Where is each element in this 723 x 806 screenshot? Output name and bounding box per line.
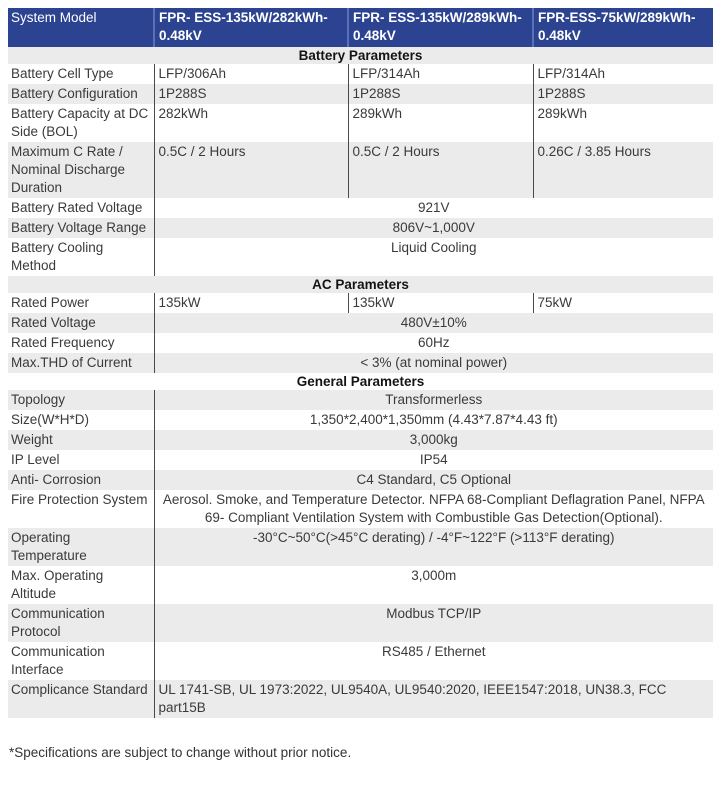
row-value: RS485 / Ethernet <box>154 642 713 680</box>
table-row-comm-protocol <box>8 604 713 642</box>
row-value: Transformerless <box>154 390 713 410</box>
row-value: UL 1741-SB, UL 1973:2022, UL9540A, UL9540:2020, IEEE1547:2018, UN38.3, FCC part15B <box>154 680 713 718</box>
table-row-compliance <box>8 680 713 718</box>
row-value: 1P288S <box>533 84 713 104</box>
row-value: 1P288S <box>348 84 533 104</box>
row-value: LFP/314Ah <box>533 64 713 84</box>
header-system-model: System Model <box>8 8 154 47</box>
table-row-rated-frequency <box>8 333 713 353</box>
row-value: 0.26C / 3.85 Hours <box>533 142 713 198</box>
section-row-battery <box>8 47 713 64</box>
row-label: Battery Configuration <box>8 84 154 104</box>
footnote: *Specifications are subject to change without prior notice. <box>9 745 352 760</box>
table-row-topology <box>8 390 713 410</box>
row-value: LFP/306Ah <box>154 64 348 84</box>
section-title-general: General Parameters <box>8 373 713 390</box>
row-label: Rated Voltage <box>8 313 154 333</box>
table-row-operating-temp <box>8 528 713 566</box>
table-row-anti-corrosion <box>8 470 713 490</box>
row-value: 480V±10% <box>154 313 713 333</box>
row-label: Fire Protection System <box>8 490 154 528</box>
row-label: Size(W*H*D) <box>8 410 154 430</box>
row-value: 1P288S <box>154 84 348 104</box>
row-value: Liquid Cooling <box>154 238 713 276</box>
header-model-3: FPR-ESS-75kW/289kWh-0.48kV <box>533 8 713 47</box>
row-value: Aerosol. Smoke, and Temperature Detector. NFPA 68-Compliant Deflagration Panel, NFPA 69- Compliant Ventilation System with Combustible Gas Detection(Optional). <box>154 490 713 528</box>
row-value: 282kWh <box>154 104 348 142</box>
row-value: 1,350*2,400*1,350mm (4.43*7.87*4.43 ft) <box>154 410 713 430</box>
table-row-size <box>8 410 713 430</box>
section-row-ac <box>8 276 713 293</box>
row-label: Battery Capacity at DC Side (BOL) <box>8 104 154 142</box>
table-row-ip-level <box>8 450 713 470</box>
row-value: 75kW <box>533 293 713 313</box>
row-value: 289kWh <box>348 104 533 142</box>
row-label: Topology <box>8 390 154 410</box>
table-row-weight <box>8 430 713 450</box>
table-row-cooling <box>8 238 713 276</box>
row-value: 135kW <box>348 293 533 313</box>
row-label: Max.THD of Current <box>8 353 154 373</box>
row-value: 3,000kg <box>154 430 713 450</box>
table-row-fire-protection <box>8 490 713 528</box>
table-row-capacity <box>8 104 713 142</box>
table-row-cell-type <box>8 64 713 84</box>
row-label: Max. Operating Altitude <box>8 566 154 604</box>
row-value: Modbus TCP/IP <box>154 604 713 642</box>
row-label: Rated Frequency <box>8 333 154 353</box>
table-row-altitude <box>8 566 713 604</box>
row-value: -30°C~50°C(>45°C derating) / -4°F~122°F (>113°F derating) <box>154 528 713 566</box>
table-row-comm-interface <box>8 642 713 680</box>
row-label: IP Level <box>8 450 154 470</box>
table-row-voltage-range <box>8 218 713 238</box>
row-label: Complicance Standard <box>8 680 154 718</box>
row-label: Communication Interface <box>8 642 154 680</box>
row-label: Rated Power <box>8 293 154 313</box>
row-value: 135kW <box>154 293 348 313</box>
row-label: Maximum C Rate / Nominal Discharge Duration <box>8 142 154 198</box>
row-value: 60Hz <box>154 333 713 353</box>
table-header-row <box>8 8 713 47</box>
row-label: Battery Cooling Method <box>8 238 154 276</box>
header-model-2: FPR- ESS-135kW/289kWh-0.48kV <box>348 8 533 47</box>
row-value: IP54 <box>154 450 713 470</box>
row-value: 0.5C / 2 Hours <box>154 142 348 198</box>
row-value: 806V~1,000V <box>154 218 713 238</box>
table-row-rated-voltage <box>8 313 713 333</box>
row-value: 3,000m <box>154 566 713 604</box>
row-value: 921V <box>154 198 713 218</box>
table-row-c-rate <box>8 142 713 198</box>
row-value: 289kWh <box>533 104 713 142</box>
section-title-battery: Battery Parameters <box>8 47 713 64</box>
row-label: Communication Protocol <box>8 604 154 642</box>
header-model-1: FPR- ESS-135kW/282kWh-0.48kV <box>154 8 348 47</box>
table-row-configuration <box>8 84 713 104</box>
row-label: Battery Cell Type <box>8 64 154 84</box>
row-label: Operating Temperature <box>8 528 154 566</box>
row-label: Weight <box>8 430 154 450</box>
row-value: 0.5C / 2 Hours <box>348 142 533 198</box>
row-value: C4 Standard, C5 Optional <box>154 470 713 490</box>
row-value: LFP/314Ah <box>348 64 533 84</box>
row-label: Battery Rated Voltage <box>8 198 154 218</box>
row-label: Anti- Corrosion <box>8 470 154 490</box>
row-value: < 3% (at nominal power) <box>154 353 713 373</box>
section-row-general <box>8 373 713 390</box>
table-row-rated-power <box>8 293 713 313</box>
section-title-ac: AC Parameters <box>8 276 713 293</box>
table-row-thd <box>8 353 713 373</box>
table-row-batt-rated-voltage <box>8 198 713 218</box>
row-label: Battery Voltage Range <box>8 218 154 238</box>
spec-table <box>8 8 713 718</box>
